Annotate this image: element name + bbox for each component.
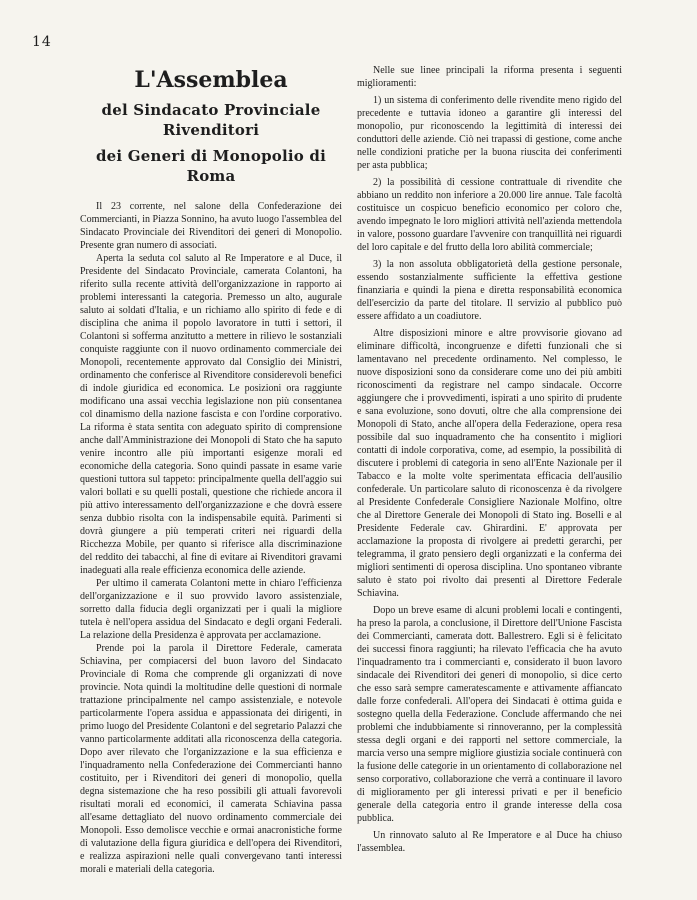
article-title: L'Assemblea	[134, 67, 288, 93]
article-subtitle-line2: dei Generi di Monopolio di Roma	[95, 147, 326, 185]
page-number: 14	[32, 34, 52, 50]
paragraph: Il 23 corrente, nel salone della Confederazione dei Commercianti, in Piazza Sonnino, ha avuto luogo l'assemblea del Sindacato Provinciale dei Rivenditori dei generi di Monopolio. Presente gran numero di associati.	[80, 201, 342, 251]
paragraph: Nelle sue linee principali la riforma presenta i seguenti miglioramenti:	[357, 65, 622, 89]
paragraph: Altre disposizioni minore e altre provvisorie giovano ad eliminare difficoltà, incongruenze e difetti funzionali che si lamentavano nel precedente ordinamento. Nel complesso, le nuove disposizioni sono da considerare come uno dei più ambiti riconoscimenti da registrare nel campo sindacale. Occorre aggiungere che i provvedimenti, ispirati a uno spirito di prudente e sana evoluzione, sono dovuti, oltre che alla comprensione dei Monopoli di Stato, anche all'opera della Federazione, opera resa possibile dal suo inquadramento che ha consentito i migliori contatti di indole corporativa, come, ad esempio, la possibilità di discutere i problemi di categoria in seno all'Ente Nazionale per il Tabacco e la molte volte sperimentata efficacia dell'ausilio confederale. Un particolare saluto di riconoscenza è da rivolgere al Presidente Confederale Consigliere Nazionale Molfino, oltre che al Direttore Generale dei Monopoli di Stato ing. Boselli e al Presidente Federale cav. Ghirardini. E' approvata per acclamazione la proposta di rivolgere ai predetti gerarchi, per telegramma, il grato pensiero degli organizzati e la conferma dei migliori sentimenti di operosa disciplina. Uno spontaneo vibrante saluto è stato poi rivolto dai presenti al Direttore Federale Schiavina.	[357, 328, 622, 599]
paragraph: 2) la possibilità di cessione contrattuale di rivendite che abbiano un reddito non inferiore a 20.000 lire annue. Tale facoltà costituisce un cospicuo beneficio economico per coloro che, avendo impegnato le loro migliori attività nell'azienda mettendola in valore, possono guardare l'avvenire con tranquillità nei riguardi del loro capitale e del frutto della loro abilità commerciale;	[357, 177, 622, 253]
paragraph: 1) un sistema di conferimento delle rivendite meno rigido del precedente e tuttavia idoneo a garantire gli interessi del monopolio, pur riconoscendo la legittimità di interessi dei conduttori delle aziende. Ciò nei trapassi di gestione, come anche nelle condizioni pratiche per la buona riuscita dei conferimenti per asta pubblica;	[357, 95, 622, 171]
paragraph: Prende poi la parola il Direttore Federale, camerata Schiavina, per compiacersi del buon lavoro del Sindacato Provinciale di Roma che comprende gli organizzati di nove provincie. Nota quindi la moltitudine delle questioni di normale trattazione principalmente nel campo assistenziale, e notevole particolarmente l'opera assidua e appassionata dei dirigenti, in primo luogo del Presidente Colantoni e del segretario Palazzi che vanno particolarmente additati alla riconoscenza della categoria. Dopo aver rilevato che l'organizzazione e la sua efficienza e l'inquadramento nella Confederazione dei Commercianti hanno costituito, per i Rivenditori dei generi di monopolio, quella degna sistemazione che ha reso possibili gli attuali favorevoli risultati morali ed economici, il camerata Schiavina passa all'esame dettagliato del nuovo ordinamento commerciale dei Monopoli. Esso demolisce vecchie e ormai anacronistiche forme di valutazione della figura giuridica e dell'opera dei Rivenditori, e realizza aspirazioni nelle quali convergevano tanti interessi morali e materiali della categoria.	[80, 643, 342, 875]
paragraph: 3) la non assoluta obbligatorietà della gestione personale, essendo sostanzialmente sufficiente la effettiva gestione finanziaria e quindi la piena e diretta responsabilità economica dell'esercizio da parte del titolare. Il servizio al pubblico può essere affidato a un coadiutore.	[357, 259, 622, 322]
paragraph: Aperta la seduta col saluto al Re Imperatore e al Duce, il Presidente del Sindacato Provinciale, camerata Colantoni, ha riferito sulla recente attività dell'organizzazione in rapporto ai problemi interessanti la categoria. Premesso un alto, augurale saluto ai soldati d'Italia, e un richiamo allo spirito di fede e di disciplina che anima il popolo lavoratore in tutti i settori, il Colantoni si sofferma anzitutto a mettere in rilievo le sostanziali conquiste raggiunte con il nuovo ordinamento commerciale dei Monopoli, recentemente approvato dal Consiglio dei Ministri, ordinamento che conferisce al Rivenditore considerevoli benefici di indole giuridica ed economica. Le posizioni ora raggiunte modificano una assai vecchia legislazione non più consentanea col dinamismo della nazione fascista e con l'ordine corporativo. La riforma è stata sentita con adeguato spirito di comprensione anche dall'Amministrazione dei Monopoli di Stato che ha saputo venire incontro alle più importanti esigenze morali ed economiche della categoria. Sono quindi passate in esame varie questioni tuttora sul tappeto: principalmente quella dell'aggio sui valori bollati e su quelli postali, questione che richiede ancora il più attivo interessamento dell'organizzazione e che dovrà essere senza dubbio risolta con la indispensabile equità. Parimenti si dovrà giungere a più temperati criteri nei riguardi della Ricchezza Mobile, per quanto si riferisce alla discriminazione del reddito dei tabacchi, al fine di evitare ai Rivenditori gravami inadeguati alla reale efficienza economica delle aziende.	[80, 253, 342, 576]
paragraph: Un rinnovato saluto al Re Imperatore e al Duce ha chiuso l'assemblea.	[357, 830, 622, 854]
right-column	[357, 64, 622, 882]
left-column	[80, 56, 342, 882]
article-heading	[80, 66, 342, 186]
paragraph: Per ultimo il camerata Colantoni mette in chiaro l'efficienza dell'organizzazione e il suo provvido lavoro assistenziale, sorretto dalla fiducia degli organizzati per i quali la migliore tutela è nell'opera assidua del Sindacato e degli organi Federali. La relazione della Presidenza è approvata per acclamazione.	[80, 578, 342, 641]
article-subtitle-line1: del Sindacato Provinciale Rivenditori	[101, 101, 321, 139]
paragraph: Dopo un breve esame di alcuni problemi locali e contingenti, ha preso la parola, a conclusione, il Direttore dell'Unione Fascista dei Commercianti, camerata dott. Ballestrero. Egli si è felicitato dei successi finora raggiunti; ha rilevato l'efficacia che ha avuto l'inquadramento tra i commercianti e, considerato il buon lavoro sindacale dei Rivenditori dei generi di monopolio, si dice certo che esso sarà sempre cameratescamente e attivamente affiancato dalle forze confederali. All'opera dei Sindacati è ottima guida e sostegno quella della Federazione. Conclude affermando che nei problemi che indubbiamente si rinnoveranno, per la complessità stessa degli organi e dei rapporti nel settore commerciale, la marcia verso una sempre migliore giustizia sociale continuerà con la fusione delle categorie in un orientamento di collaborazione nel senso corporativo, collaborazione che verrà a continuare il lavoro di miglioramento per gli interessi privati e per il beneficio generale della categoria entro il grande interesse della cosa pubblica.	[357, 605, 622, 824]
